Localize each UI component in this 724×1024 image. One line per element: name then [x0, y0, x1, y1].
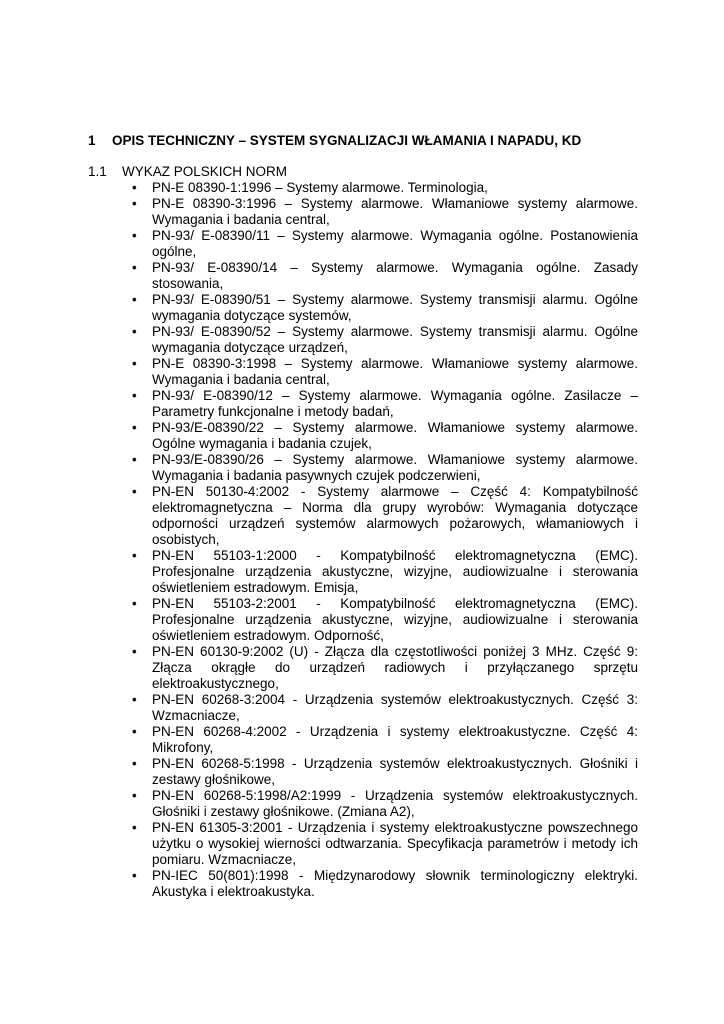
- list-item: [126, 644, 638, 692]
- list-item: [126, 292, 638, 324]
- norm-text: PN-EN 60130-9:2002 (U) - Złącza dla częstotliwości poniżej 3 MHz. Część 9: Złącza okrągłe do urządzeń radiowych i przyłączanego sprzętu elektroakustycznego,: [152, 644, 638, 691]
- list-item: [126, 196, 638, 228]
- bullet-icon: •: [132, 596, 137, 611]
- subsection-heading: [88, 164, 287, 180]
- norm-text: PN-EN 50130-4:2002 - Systemy alarmowe – Część 4: Kompatybilność elektromagnetyczna – Norma dla grupy wyrobów: Wymagania dotyczące odporności urządzeń systemów alarmowych pożarowych, włamaniowych i osobistych,: [152, 484, 638, 547]
- norm-text: PN-EN 55103-1:2000 - Kompatybilność elektromagnetyczna (EMC). Profesjonalne urządzenia akustyczne, wizyjne, audiowizualne i sterowania oświetleniem estradowym. Emisja,: [152, 548, 638, 595]
- bullet-icon: •: [132, 292, 137, 307]
- norm-text: PN-93/E-08390/22 – Systemy alarmowe. Włamaniowe systemy alarmowe. Ogólne wymagania i badania czujek,: [152, 420, 638, 451]
- bullet-icon: •: [132, 692, 137, 707]
- list-item: [126, 596, 638, 644]
- bullet-icon: •: [132, 324, 137, 339]
- norm-text: PN-IEC 50(801):1998 - Międzynarodowy słownik terminologiczny elektryki. Akustyka i elektroakustyka.: [152, 868, 638, 899]
- norm-text: PN-EN 60268-5:1998/A2:1999 - Urządzenia systemów elektroakustycznych. Głośniki i zestawy głośnikowe. (Zmiana A2),: [152, 788, 638, 819]
- bullet-icon: •: [132, 484, 137, 499]
- list-item: [126, 180, 638, 196]
- section-title: OPIS TECHNICZNY – SYSTEM SYGNALIZACJI WŁAMANIA I NAPADU, KD: [112, 133, 582, 148]
- norms-list: [126, 180, 638, 900]
- norm-text: PN-93/E-08390/26 – Systemy alarmowe. Włamaniowe systemy alarmowe. Wymagania i badania pasywnych czujek podczerwieni,: [152, 452, 638, 483]
- bullet-icon: •: [132, 724, 137, 739]
- bullet-icon: •: [132, 452, 137, 467]
- subsection-number: 1.1: [88, 164, 107, 179]
- bullet-icon: •: [132, 260, 137, 275]
- norm-text: PN-EN 60268-3:2004 - Urządzenia systemów elektroakustycznych. Część 3: Wzmacniacze,: [152, 692, 638, 723]
- bullet-icon: •: [132, 180, 137, 195]
- bullet-icon: •: [132, 548, 137, 563]
- bullet-icon: •: [132, 388, 137, 403]
- list-item: [126, 420, 638, 452]
- list-item: [126, 820, 638, 868]
- list-item: [126, 228, 638, 260]
- norm-text: PN-93/ E-08390/11 – Systemy alarmowe. Wymagania ogólne. Postanowienia ogólne,: [152, 228, 638, 259]
- norm-text: PN-EN 60268-5:1998 - Urządzenia systemów elektroakustycznych. Głośniki i zestawy głośnikowe,: [152, 756, 638, 787]
- norm-text: PN-EN 61305-3:2001 - Urządzenia i systemy elektroakustyczne powszechnego użytku o wysokiej wierności odtwarzania. Specyfikacja parametrów i metody ich pomiaru. Wzmacniacze,: [152, 820, 638, 867]
- list-item: [126, 724, 638, 756]
- bullet-icon: •: [132, 756, 137, 771]
- bullet-icon: •: [132, 820, 137, 835]
- list-item: [126, 324, 638, 356]
- section-heading: [88, 133, 648, 149]
- norm-text: PN-93/ E-08390/52 – Systemy alarmowe. Systemy transmisji alarmu. Ogólne wymagania dotyczące urządzeń,: [152, 324, 638, 355]
- list-item: [126, 756, 638, 788]
- subsection-title: WYKAZ POLSKICH NORM: [122, 164, 288, 179]
- section-number: 1: [88, 133, 96, 148]
- norm-text: PN-EN 60268-4:2002 - Urządzenia i systemy elektroakustyczne. Część 4: Mikrofony,: [152, 724, 638, 755]
- norm-text: PN-E 08390-3:1998 – Systemy alarmowe. Włamaniowe systemy alarmowe. Wymagania i badania central,: [152, 356, 638, 387]
- bullet-icon: •: [132, 356, 137, 371]
- bullet-icon: •: [132, 420, 137, 435]
- norm-text: PN-E 08390-3:1996 – Systemy alarmowe. Włamaniowe systemy alarmowe. Wymagania i badania central,: [152, 196, 638, 227]
- list-item: [126, 692, 638, 724]
- bullet-icon: •: [132, 788, 137, 803]
- norm-text: PN-93/ E-08390/12 – Systemy alarmowe. Wymagania ogólne. Zasilacze – Parametry funkcjonalne i metody badań,: [152, 388, 638, 419]
- list-item: [126, 260, 638, 292]
- norm-text: PN-93/ E-08390/14 – Systemy alarmowe. Wymagania ogólne. Zasady stosowania,: [152, 260, 638, 291]
- list-item: [126, 548, 638, 596]
- list-item: [126, 868, 638, 900]
- list-item: [126, 356, 638, 388]
- bullet-icon: •: [132, 868, 137, 883]
- list-item: [126, 484, 638, 548]
- norm-text: PN-EN 55103-2:2001 - Kompatybilność elektromagnetyczna (EMC). Profesjonalne urządzenia akustyczne, wizyjne, audiowizualne i sterowania oświetleniem estradowym. Odporność,: [152, 596, 638, 643]
- norm-text: PN-E 08390-1:1996 – Systemy alarmowe. Terminologia,: [152, 180, 488, 195]
- bullet-icon: •: [132, 228, 137, 243]
- list-item: [126, 388, 638, 420]
- bullet-icon: •: [132, 196, 137, 211]
- bullet-icon: •: [132, 644, 137, 659]
- list-item: [126, 788, 638, 820]
- list-item: [126, 452, 638, 484]
- norm-text: PN-93/ E-08390/51 – Systemy alarmowe. Systemy transmisji alarmu. Ogólne wymagania dotyczące systemów,: [152, 292, 638, 323]
